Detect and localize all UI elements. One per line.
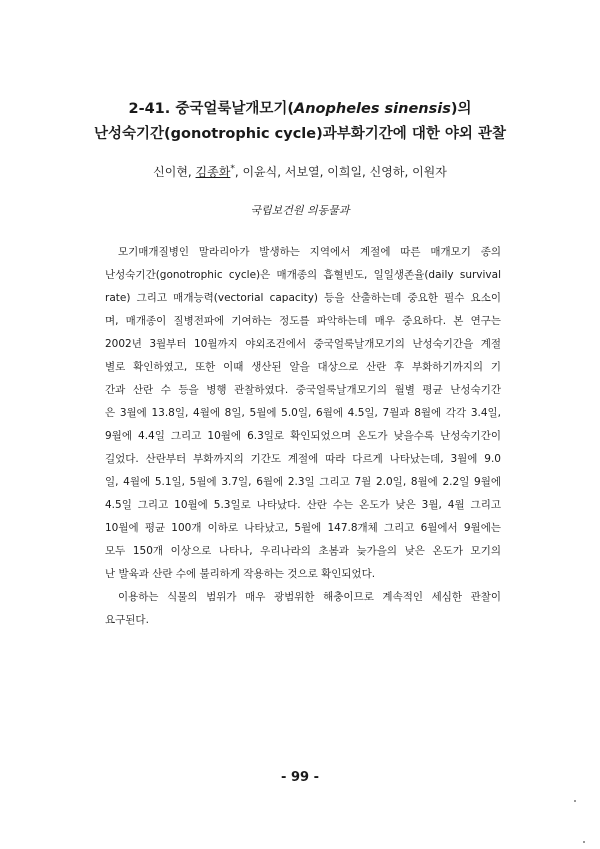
body-line: 길었다. 산란부터 부화까지의 기간도 계절에 따라 다르게 나타났는데, 3월에 9.0 <box>105 453 501 465</box>
presenting-author: 김종화 <box>195 165 231 179</box>
presenter-mark: * <box>230 164 235 174</box>
author-name: 신이현, <box>153 165 196 179</box>
page-number: - 99 - <box>281 770 319 785</box>
scan-speck <box>583 841 585 843</box>
body-line: 10월에 평균 100개 이하로 나타났고, 5월에 147.8개체 그리고 6월에서 9월에는 <box>105 522 501 534</box>
body-line: 9월에 4.4일 그리고 10월에 6.3일로 확인되었으며 온도가 낮을수록 난성숙기간이 <box>105 430 501 442</box>
title-number-prefix: 2-41. 중국얼룩날개모기( <box>128 101 295 117</box>
body-line: 별로 확인하였고, 또한 이때 생산된 알을 대상으로 산란 후 부화하기까지의 기 <box>105 361 501 373</box>
affiliation: 국립보건원 의동물과 <box>250 204 350 217</box>
body-line: 모기매개질병인 말라리아가 발생하는 지역에서 계절에 따른 매개모기 종의 <box>118 246 501 258</box>
body-line: rate) 그리고 매개능력(vectorial capacity) 등을 산출하는데 중요한 필수 요소이 <box>105 292 501 304</box>
body-line: 며, 매개종이 질병전파에 기여하는 정도를 파악하는데 매우 중요하다. 본 연구는 <box>105 315 501 327</box>
body-line: 일, 4월에 5.1일, 5월에 3.7일, 6월에 2.3일 그리고 7월 2.0일, 8월에 2.2일 9월에 <box>105 476 501 488</box>
author-names-rest: , 이윤식, 서보열, 이희일, 신영하, 이원자 <box>234 165 447 179</box>
body-line: 요구된다. <box>105 614 149 626</box>
body-line: 간과 산란 수 등을 병행 관찰하였다. 중국얼룩날개모기의 월별 평균 난성숙기간 <box>105 384 501 396</box>
body-line: 은 3월에 13.8일, 4월에 8일, 5월에 5.0일, 6월에 4.5일, 7월과 8월에 각각 3.4일, <box>105 407 501 419</box>
paper-title-line-1 <box>60 97 540 118</box>
body-line: 4.5일 그리고 10월에 5.3일로 나타났다. 산란 수는 온도가 낮은 3월, 4월 그리고 <box>105 499 501 511</box>
title-suffix: )의 <box>450 101 472 117</box>
body-line: 이용하는 식물의 범위가 매우 광범위한 해충이므로 계속적인 세심한 관찰이 <box>118 591 501 603</box>
paper-title-line-2: 난성숙기간(gonotrophic cycle)과부화기간에 대한 야외 관찰 <box>94 126 506 142</box>
body-line: 2002년 3월부터 10월까지 야외조건에서 중국얼룩날개모기의 난성숙기간을 계절 <box>105 338 501 350</box>
scan-speck <box>574 800 576 802</box>
scientific-name: Anopheles sinensis <box>294 101 451 117</box>
body-line: 모두 150개 이상으로 나타나, 우리나라의 초봄과 늦가을의 낮은 온도가 모기의 <box>105 545 501 557</box>
author-list <box>60 163 540 180</box>
body-line: 난성숙기간(gonotrophic cycle)은 매개종의 흡혈빈도, 일일생존율(daily survival <box>105 269 501 281</box>
body-line: 난 발육과 산란 수에 불리하게 작용하는 것으로 확인되었다. <box>105 568 376 580</box>
